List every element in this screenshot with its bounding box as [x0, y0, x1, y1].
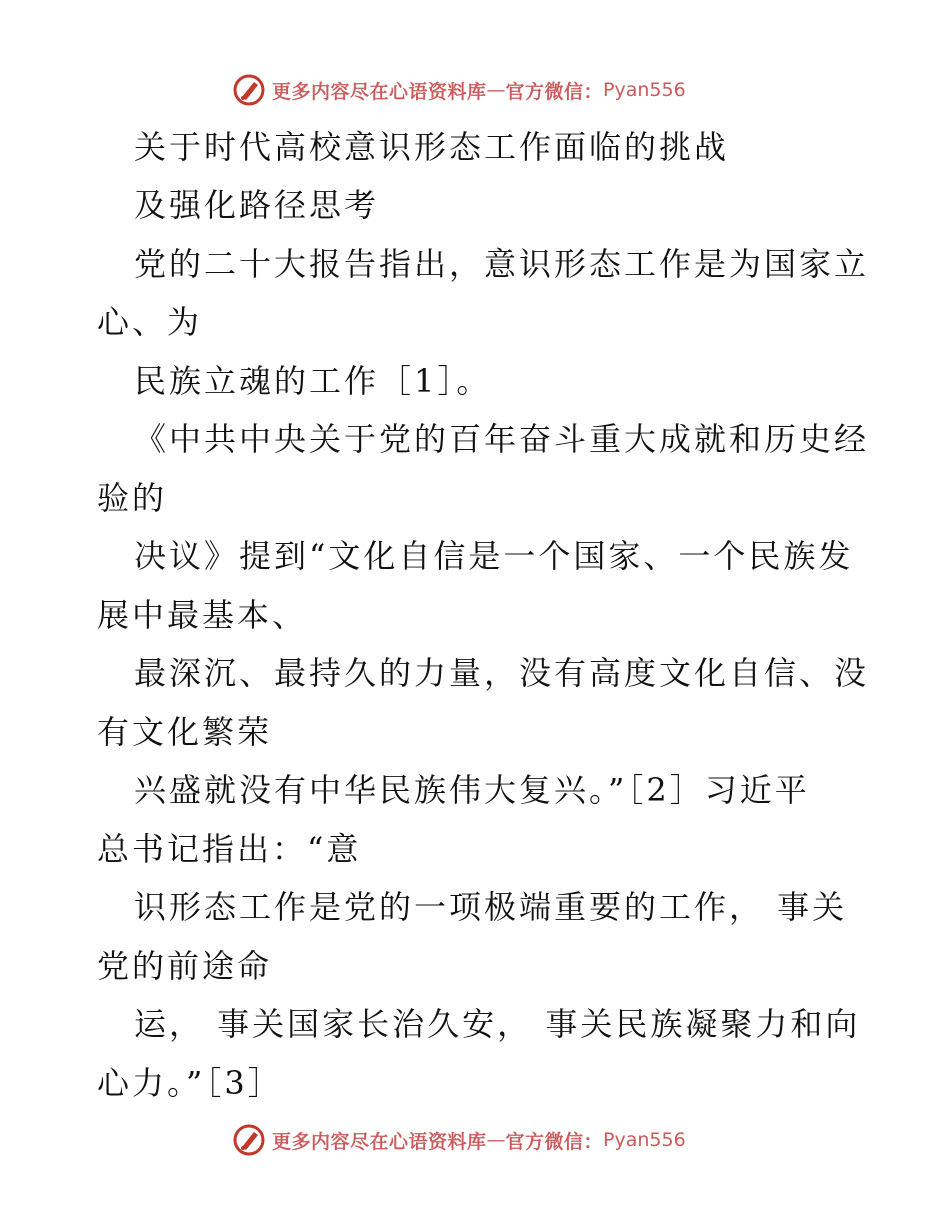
paragraph-line: 《中共中央关于党的百年奋斗重大成就和历史经: [134, 420, 870, 458]
watermark-wechat-label: 官方微信：: [505, 1130, 604, 1153]
watermark-wechat-label: 官方微信：: [505, 80, 604, 103]
paragraph-line: 最深沉、最持久的力量，没有高度文化自信、没: [134, 654, 870, 692]
watermark-wechat-id: Pyan556: [603, 1129, 686, 1151]
watermark-separator: —: [486, 79, 506, 101]
watermark-text: 更多内容尽在心语资料库: [272, 1130, 487, 1153]
paragraph-line: 有文化繁荣: [97, 713, 273, 751]
paragraph-line: 兴盛就没有中华民族伟大复兴。”［2］习近平: [134, 771, 810, 809]
watermark-header: [232, 72, 686, 108]
paragraph-line: 党的前途命: [97, 947, 273, 985]
watermark-wechat-id: Pyan556: [603, 79, 686, 101]
watermark-text: 更多内容尽在心语资料库: [272, 80, 487, 103]
title-line-2: 及强化路径思考: [134, 186, 380, 224]
paragraph-line: 识形态工作是党的一项极端重要的工作， 事关: [134, 888, 848, 926]
paragraph-line: 决议》提到“文化自信是一个国家、一个民族发: [134, 537, 854, 575]
paragraph-line: 民族立魂的工作［1］。: [134, 362, 492, 400]
watermark-separator: —: [486, 1129, 506, 1151]
paragraph-line: 总书记指出：“意: [97, 830, 362, 868]
paragraph-line: 验的: [97, 479, 168, 517]
paragraph-line: 运， 事关国家长治久安， 事关民族凝聚力和向: [134, 1005, 861, 1043]
pen-circle-logo-icon: [232, 73, 266, 107]
paragraph-line: 心、为: [97, 303, 203, 341]
pen-circle-logo-icon: [232, 1123, 266, 1157]
paragraph-line: 党的二十大报告指出，意识形态工作是为国家立: [134, 245, 870, 283]
paragraph-line: 心力。”［3］: [97, 1064, 283, 1102]
paragraph-line: 展中最基本、: [97, 596, 308, 634]
watermark-footer: [232, 1122, 686, 1158]
title-line-1: 关于时代高校意识形态工作面临的挑战: [134, 128, 730, 166]
